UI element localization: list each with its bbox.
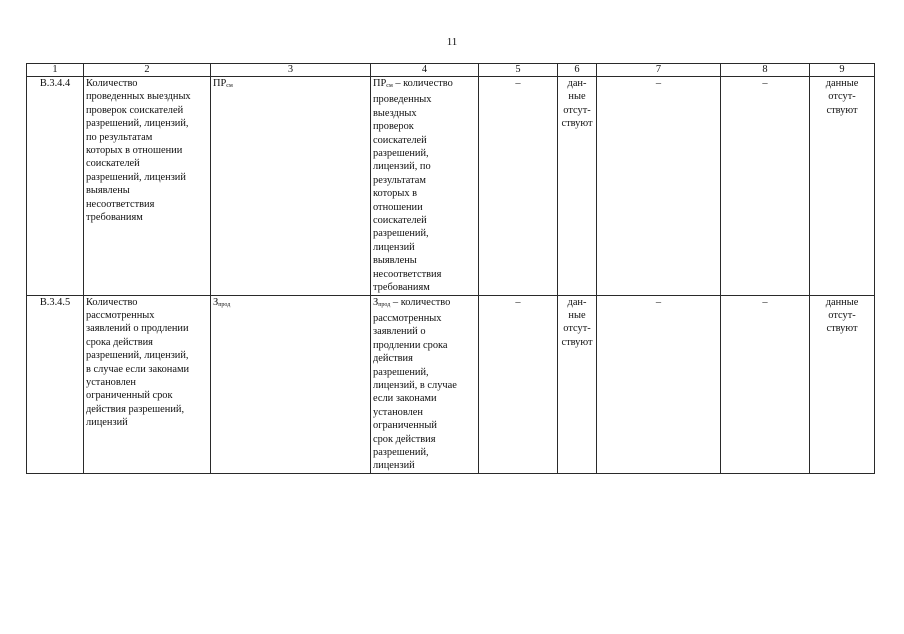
indicator-code: В.3.4.4 xyxy=(27,77,84,296)
indicator-symbol xyxy=(211,295,371,473)
indicator-symbol xyxy=(211,77,371,296)
cell-col8: – xyxy=(721,295,810,473)
cell-col7: – xyxy=(597,77,721,296)
cell-col6: дан- ные отсут- ствуют xyxy=(558,77,597,296)
column-header: 1 xyxy=(27,64,84,77)
column-header: 7 xyxy=(597,64,721,77)
indicators-table xyxy=(26,63,875,474)
cell-col5: – xyxy=(479,77,558,296)
definition-symbol-base: ПР xyxy=(373,78,387,89)
cell-col9: данные отсут- ствуют xyxy=(810,77,875,296)
indicator-definition xyxy=(371,77,479,296)
indicator-name: Количество рассмотренных заявлений о продлении срока действия разрешений, лицензий, в случае если законами установлен ограниченный срок действия разрешений, лицензий xyxy=(84,295,211,473)
indicator-name: Количество проведенных выездных проверок соискателей разрешений, лицензий, по результатам которых в отношении соискателей разрешений, лицензий выявлены несоответствия требованиям xyxy=(84,77,211,296)
page-number: 11 xyxy=(446,36,458,48)
column-header: 4 xyxy=(371,64,479,77)
cell-col5: – xyxy=(479,295,558,473)
definition-text: – количество рассмотренных заявлений о продлении срока действия разрешений, лицензий, в случае если законами установлен ограниченный срок действия разрешений, лицензий xyxy=(373,296,457,472)
symbol-base: З xyxy=(213,296,219,308)
column-header: 6 xyxy=(558,64,597,77)
symbol-base: ПР xyxy=(213,78,227,89)
definition-symbol-base: З xyxy=(373,296,379,308)
indicator-code: В.3.4.5 xyxy=(27,295,84,473)
symbol-subscript: см xyxy=(226,83,233,89)
symbol-subscript: прод xyxy=(218,301,231,308)
column-header: 2 xyxy=(84,64,211,77)
cell-col7: – xyxy=(597,295,721,473)
cell-col6: дан- ные отсут- ствуют xyxy=(558,295,597,473)
cell-col8: – xyxy=(721,77,810,296)
definition-text: – количество проведенных выездных проверок соискателей разрешений, лицензий, по результатам которых в отношении соискателей разрешений, лицензий выявлены несоответствия требованиям xyxy=(373,78,453,294)
column-header: 3 xyxy=(211,64,371,77)
indicator-definition xyxy=(371,295,479,473)
cell-col9: данные отсут- ствуют xyxy=(810,295,875,473)
definition-symbol-subscript: прод xyxy=(378,301,391,308)
column-header: 9 xyxy=(810,64,875,77)
table-row xyxy=(27,295,875,473)
column-header: 5 xyxy=(479,64,558,77)
table-row xyxy=(27,77,875,296)
column-number-row xyxy=(27,64,875,77)
definition-symbol-subscript: см xyxy=(386,83,393,89)
column-header: 8 xyxy=(721,64,810,77)
